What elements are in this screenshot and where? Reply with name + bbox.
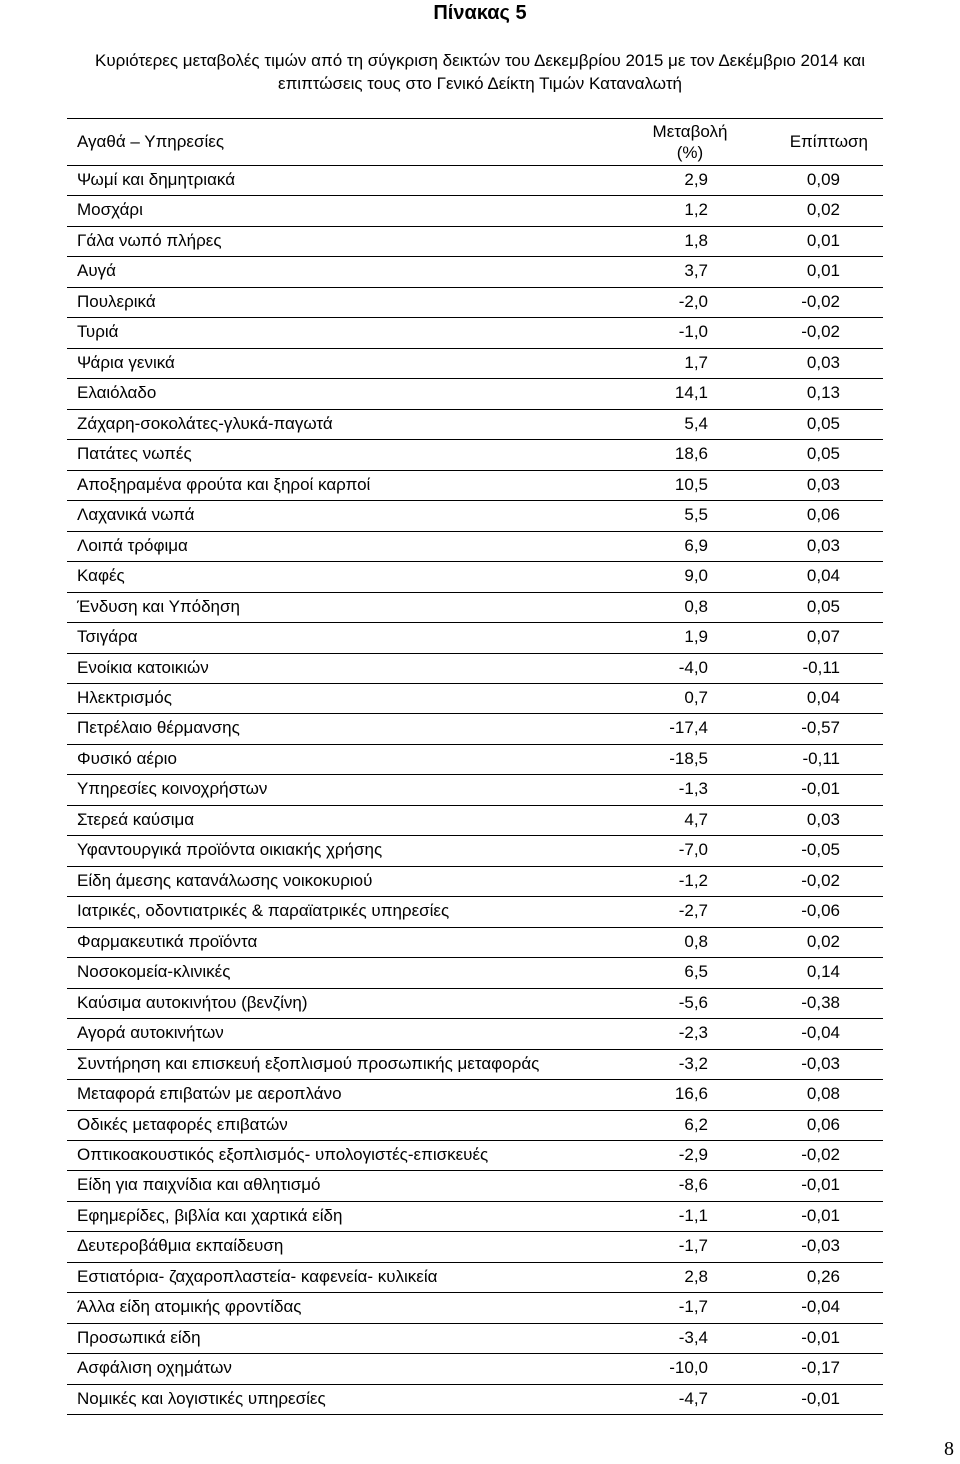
caption-line-1: Κυριότερες μεταβολές τιμών από τη σύγκριση δεικτών του Δεκεμβρίου 2015 με τον Δεκέμβριο 2014 και	[95, 51, 865, 70]
table-row	[67, 318, 883, 348]
row-impact: 0,05	[806, 444, 840, 464]
table-row	[67, 745, 883, 775]
table-row	[67, 379, 883, 409]
row-change: -2,9	[678, 1145, 708, 1164]
table-row	[67, 1050, 883, 1080]
table-row	[67, 1385, 883, 1414]
row-change: 2,8	[684, 1266, 708, 1286]
table-row	[67, 989, 883, 1019]
table-row	[67, 1080, 883, 1110]
table-row	[67, 440, 883, 470]
row-name: Ζάχαρη-σοκολάτες-γλυκά-παγωτά	[77, 413, 333, 433]
row-name: Ιατρικές, οδοντιατρικές & παραϊατρικές υπηρεσίες	[77, 901, 450, 921]
price-changes-table	[67, 118, 883, 1415]
row-change: -4,0	[678, 657, 708, 677]
row-change: 6,9	[684, 535, 708, 555]
row-impact: 0,13	[806, 383, 840, 403]
row-name: Αγορά αυτοκινήτων	[77, 1023, 224, 1043]
row-name: Καφές	[77, 566, 125, 586]
table-row	[67, 1354, 883, 1384]
row-name: Οδικές μεταφορές επιβατών	[77, 1114, 288, 1134]
row-change: 1,7	[684, 352, 708, 372]
row-impact: 0,26	[806, 1266, 840, 1286]
row-change: -8,6	[678, 1175, 708, 1195]
row-name: Τυριά	[77, 322, 119, 342]
row-impact: -0,01	[801, 779, 840, 799]
row-change: -2,3	[678, 1023, 708, 1043]
row-impact: 0,04	[806, 566, 840, 586]
row-name: Ψωμί και δημητριακά	[77, 170, 236, 189]
row-impact: -0,11	[802, 748, 840, 768]
row-name: Στερεά καύσιμα	[77, 809, 195, 829]
table-row	[67, 806, 883, 836]
table-row	[67, 593, 883, 623]
row-change: -2,0	[678, 291, 708, 311]
row-name: Αυγά	[77, 261, 116, 281]
row-change: -18,5	[669, 748, 708, 768]
row-impact: -0,02	[801, 322, 840, 342]
table-row	[67, 257, 883, 287]
table-row	[67, 166, 883, 196]
row-name: Ασφάλιση οχημάτων	[77, 1358, 232, 1378]
row-name: Είδη για παιχνίδια και αθλητισμό	[77, 1175, 321, 1195]
caption-line-2: επιπτώσεις τους στο Γενικό Δείκτη Τιμών Καταναλωτή	[277, 74, 682, 93]
row-impact: -0,01	[801, 1388, 840, 1408]
row-change: 0,8	[684, 596, 708, 616]
page-number: 8	[944, 1438, 954, 1460]
header-change-label: Μεταβολή	[652, 122, 728, 141]
table-row	[67, 1202, 883, 1232]
row-change: -17,4	[669, 718, 708, 738]
row-change: -1,1	[678, 1205, 708, 1225]
row-name: Πετρέλαιο θέρμανσης	[77, 718, 240, 738]
row-name: Ψάρια γενικά	[77, 352, 175, 372]
table-row	[67, 1263, 883, 1293]
table-header	[67, 119, 883, 166]
row-name: Είδη άμεσης κατανάλωσης νοικοκυριού	[77, 870, 373, 890]
table-row	[67, 227, 883, 257]
table-row	[67, 958, 883, 988]
row-name: Ελαιόλαδο	[77, 383, 157, 403]
table-row	[67, 1324, 883, 1354]
table-row	[67, 471, 883, 501]
row-impact: 0,06	[806, 1114, 840, 1134]
table-row	[67, 196, 883, 226]
row-name: Ένδυση και Υπόδηση	[77, 596, 240, 616]
row-impact: -0,02	[801, 870, 840, 890]
row-change: 5,5	[684, 505, 708, 525]
row-impact: -0,06	[801, 901, 840, 921]
row-name: Μεταφορά επιβατών με αεροπλάνο	[77, 1084, 342, 1104]
row-name: Φυσικό αέριο	[77, 748, 177, 768]
row-name: Υπηρεσίες κοινοχρήστων	[77, 779, 268, 799]
row-impact: -0,01	[801, 1205, 840, 1225]
row-impact: 0,05	[806, 413, 840, 433]
table-caption	[0, 49, 960, 95]
table-row	[67, 288, 883, 318]
row-name: Ενοίκια κατοικιών	[77, 657, 209, 677]
row-change: -1,3	[678, 779, 708, 799]
table-body	[67, 166, 883, 1414]
row-name: Πουλερικά	[77, 291, 156, 311]
table-row	[67, 1171, 883, 1201]
header-impact: Επίπτωση	[789, 132, 868, 151]
row-impact: 0,01	[806, 261, 840, 281]
row-change: 6,5	[684, 962, 708, 982]
table-row	[67, 775, 883, 805]
row-change: 0,7	[684, 687, 708, 707]
row-change: 3,7	[684, 261, 708, 281]
header-goods-services: Αγαθά – Υπηρεσίες	[77, 132, 225, 151]
table-row	[67, 501, 883, 531]
row-name: Λαχανικά νωπά	[77, 505, 195, 525]
row-name: Νομικές και λογιστικές υπηρεσίες	[77, 1388, 326, 1408]
row-change: 18,6	[674, 444, 708, 464]
row-change: 14,1	[674, 383, 708, 403]
table-row	[67, 714, 883, 744]
row-impact: -0,04	[801, 1297, 840, 1317]
row-change: -3,4	[678, 1327, 708, 1347]
row-impact: -0,02	[801, 1145, 840, 1164]
row-change: -1,0	[678, 322, 708, 342]
row-name: Ηλεκτρισμός	[77, 687, 172, 707]
row-name: Τσιγάρα	[77, 627, 138, 647]
row-impact: 0,08	[806, 1084, 840, 1104]
row-change: -3,2	[678, 1053, 708, 1073]
table-row	[67, 684, 883, 714]
row-name: Λοιπά τρόφιμα	[77, 535, 188, 555]
table-row	[67, 1141, 883, 1171]
row-name: Γάλα νωπό πλήρες	[77, 230, 222, 250]
row-name: Εστιατόρια- ζαχαροπλαστεία- καφενεία- κυλικεία	[77, 1266, 438, 1286]
row-name: Νοσοκομεία-κλινικές	[77, 962, 231, 982]
row-change: 1,2	[684, 200, 708, 220]
row-change: 0,8	[684, 931, 708, 951]
row-change: -7,0	[678, 840, 708, 860]
header-change-unit: (%)	[676, 143, 704, 162]
row-name: Καύσιμα αυτοκινήτου (βενζίνη)	[77, 992, 308, 1012]
row-impact: -0,05	[801, 840, 840, 860]
row-impact: -0,11	[802, 657, 840, 677]
row-name: Οπτικοακουστικός εξοπλισμός- υπολογιστές-επισκευές	[77, 1145, 489, 1164]
row-impact: -0,04	[801, 1023, 840, 1043]
table-row	[67, 532, 883, 562]
row-change: 6,2	[684, 1114, 708, 1134]
row-name: Μοσχάρι	[77, 200, 143, 220]
row-impact: 0,09	[806, 170, 840, 189]
row-name: Υφαντουργικά προϊόντα οικιακής χρήσης	[77, 840, 383, 860]
row-name: Πατάτες νωπές	[77, 444, 192, 464]
row-name: Αποξηραμένα φρούτα και ξηροί καρποί	[77, 474, 371, 494]
row-impact: -0,17	[801, 1358, 840, 1378]
row-impact: 0,03	[806, 535, 840, 555]
row-impact: 0,04	[806, 687, 840, 707]
row-change: -5,6	[678, 992, 708, 1012]
row-impact: 0,05	[806, 596, 840, 616]
row-change: 16,6	[674, 1084, 708, 1104]
table-row	[67, 836, 883, 866]
table-row	[67, 1111, 883, 1141]
row-change: -2,7	[678, 901, 708, 921]
row-impact: -0,01	[801, 1327, 840, 1347]
row-impact: 0,03	[806, 352, 840, 372]
header-change-percent	[645, 121, 735, 163]
row-impact: 0,03	[806, 809, 840, 829]
row-impact: 0,03	[806, 474, 840, 494]
row-impact: 0,02	[806, 931, 840, 951]
row-change: -10,0	[669, 1358, 708, 1378]
row-impact: 0,02	[806, 200, 840, 220]
table-row	[67, 349, 883, 379]
row-impact: -0,02	[801, 291, 840, 311]
table-row	[67, 897, 883, 927]
table-row	[67, 1019, 883, 1049]
row-name: Φαρμακευτικά προϊόντα	[77, 931, 258, 951]
row-name: Προσωπικά είδη	[77, 1327, 201, 1347]
table-title: Πίνακας 5	[433, 2, 527, 24]
row-change: -1,7	[678, 1297, 708, 1317]
row-name: Εφημερίδες, βιβλία και χαρτικά είδη	[77, 1205, 343, 1225]
table-row	[67, 1293, 883, 1323]
row-impact: -0,38	[801, 992, 840, 1012]
row-change: -1,2	[678, 870, 708, 890]
row-change: 2,9	[684, 170, 708, 189]
table-row	[67, 654, 883, 684]
row-change: 1,8	[684, 230, 708, 250]
row-impact: -0,03	[801, 1236, 840, 1256]
table-row	[67, 928, 883, 958]
row-change: 9,0	[684, 566, 708, 586]
row-impact: -0,57	[801, 718, 840, 738]
row-change: 4,7	[684, 809, 708, 829]
row-impact: 0,14	[806, 962, 840, 982]
row-change: 1,9	[684, 627, 708, 647]
table-row	[67, 1232, 883, 1262]
row-impact: -0,01	[801, 1175, 840, 1195]
table-row	[67, 410, 883, 440]
table-row	[67, 562, 883, 592]
row-impact: 0,07	[806, 627, 840, 647]
row-change: 5,4	[684, 413, 708, 433]
row-name: Δευτεροβάθμια εκπαίδευση	[77, 1236, 284, 1256]
row-impact: -0,03	[801, 1053, 840, 1073]
row-impact: 0,06	[806, 505, 840, 525]
row-change: -4,7	[678, 1388, 708, 1408]
row-change: -1,7	[678, 1236, 708, 1256]
row-change: 10,5	[674, 474, 708, 494]
table-row	[67, 623, 883, 653]
row-name: Συντήρηση και επισκευή εξοπλισμού προσωπικής μεταφοράς	[77, 1053, 540, 1073]
row-name: Άλλα είδη ατομικής φροντίδας	[77, 1297, 302, 1317]
table-row	[67, 867, 883, 897]
row-impact: 0,01	[806, 230, 840, 250]
